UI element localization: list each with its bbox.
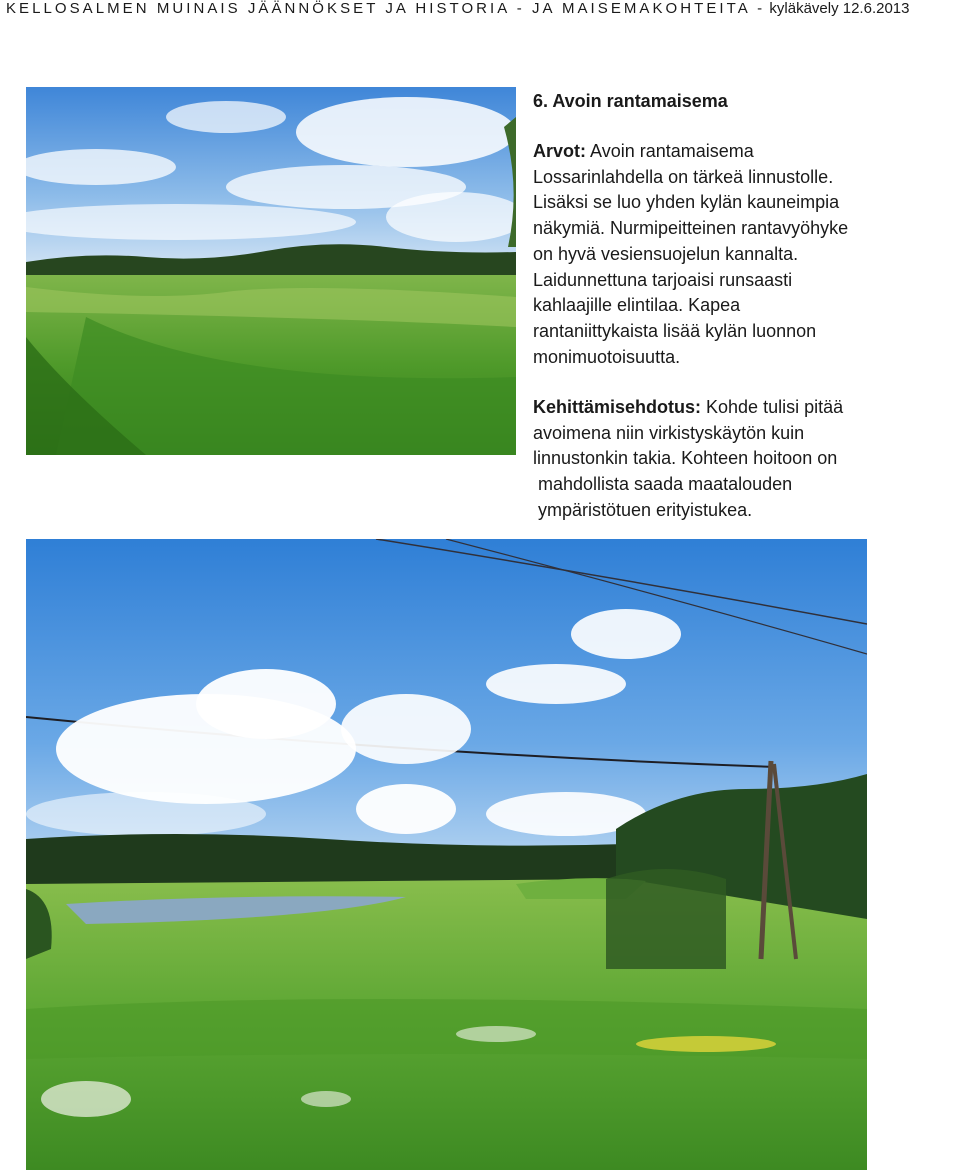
development-paragraph [533, 395, 943, 524]
header-date: kyläkävely 12.6.2013 [769, 0, 910, 17]
development-line: Kehittämisehdotus: Kohde tulisi pitää [533, 397, 844, 417]
values-line: kahlaajille elintilaa. Kapea [533, 295, 741, 316]
development-line: linnustonkin takia. Kohteen hoitoon on [533, 448, 838, 469]
values-paragraph [533, 139, 943, 370]
values-line: Lisäksi se luo yhden kylän kauneimpia [533, 192, 840, 213]
values-line: rantaniittykaista lisää kylän luonnon [533, 320, 817, 341]
values-line: Arvot: Avoin rantamaisema [533, 141, 754, 161]
page-header [6, 0, 960, 20]
development-line: mahdollista saada maatalouden [533, 474, 793, 495]
values-label: Arvot: [533, 141, 586, 161]
values-line: näkymiä. Nurmipeitteinen rantavyöhyke [533, 218, 849, 239]
development-line: ympäristötuen erityistukea. [533, 499, 753, 520]
values-line: monimuotoisuutta. [533, 346, 681, 367]
section-title: 6. Avoin rantamaisema [533, 91, 728, 111]
header-title: KELLOSALMEN MUINAIS JÄÄNNÖKSET JA HISTORIA - JA MAISEMAKOHTEITA - [6, 0, 766, 17]
values-line: Lossarinlahdella on tärkeä linnustolle. [533, 166, 834, 187]
meadow-photo [26, 87, 516, 455]
values-line: Laidunnettuna tarjoaisi runsaasti [533, 269, 793, 290]
development-label: Kehittämisehdotus: [533, 397, 702, 417]
development-line: avoimena niin virkistyskäytön kuin [533, 422, 805, 443]
values-line: on hyvä vesiensuojelun kannalta. [533, 243, 799, 264]
lake-photo [26, 539, 867, 1170]
